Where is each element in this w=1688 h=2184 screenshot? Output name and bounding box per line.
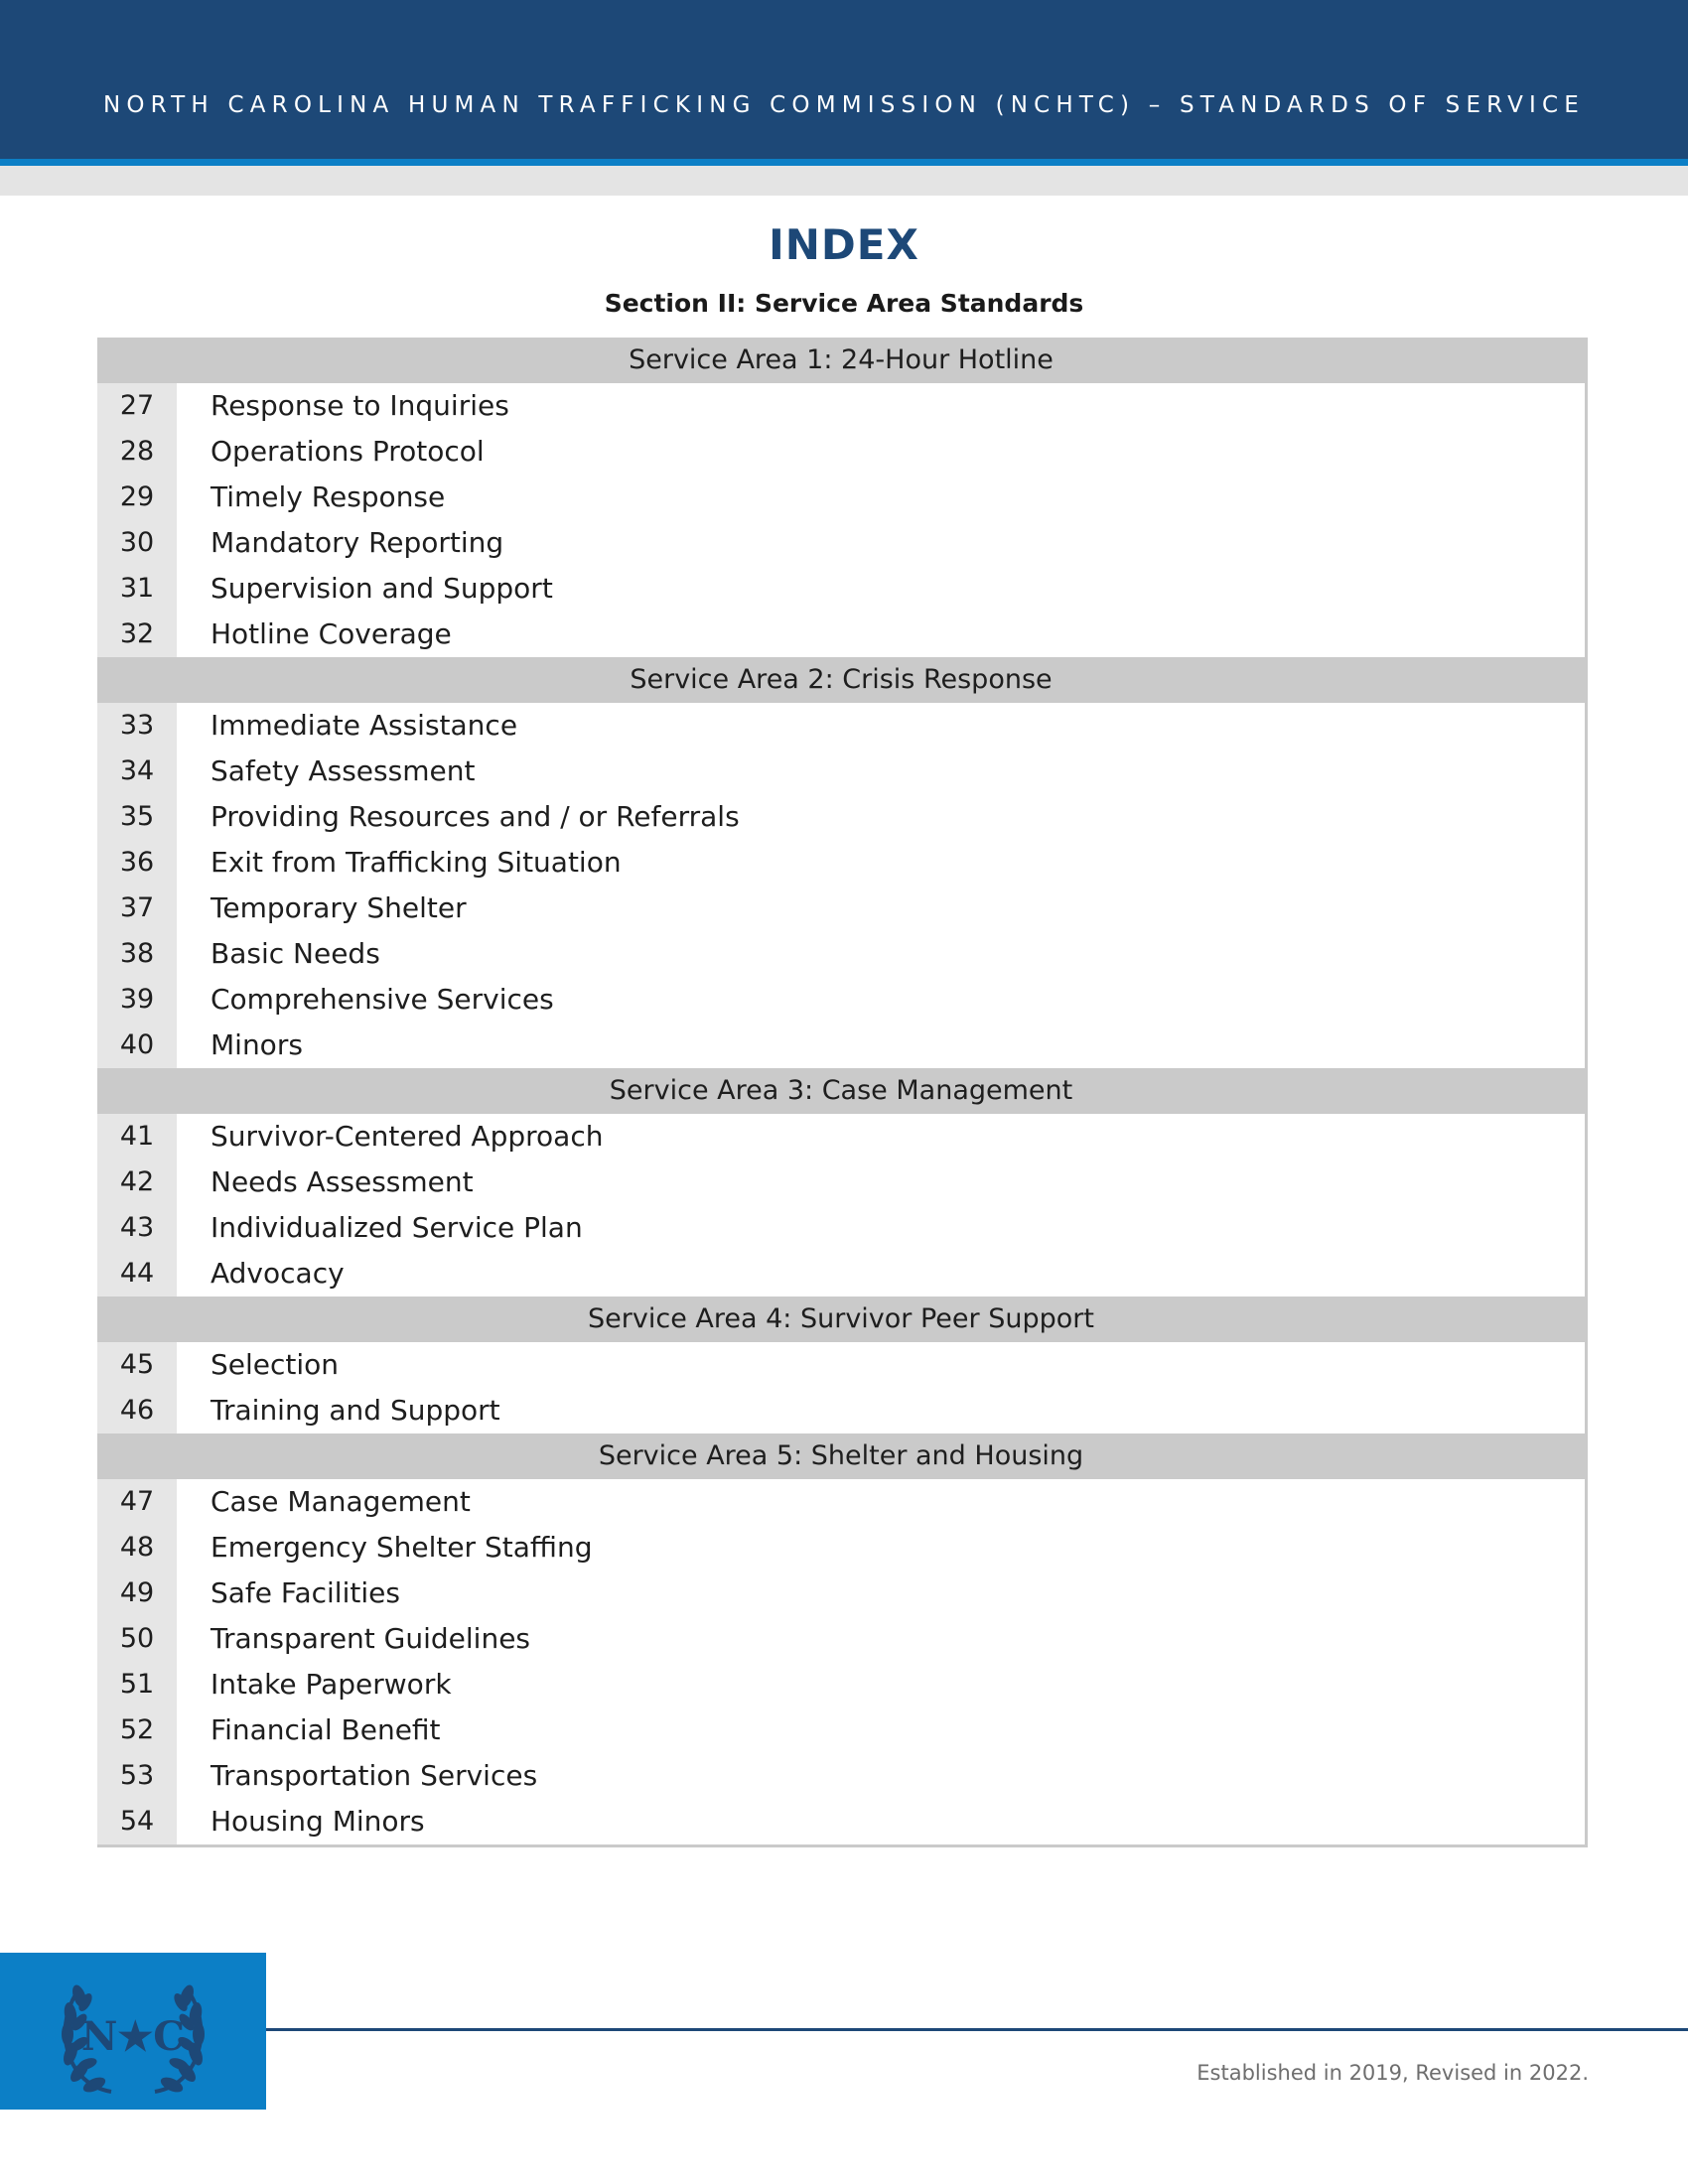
standard-title: Timely Response	[211, 480, 446, 513]
page-number: 50	[97, 1616, 177, 1662]
standard-title: Supervision and Support	[211, 572, 553, 605]
standard-title: Hotline Coverage	[211, 617, 452, 650]
page-number: 54	[97, 1799, 177, 1844]
page-number: 27	[97, 383, 177, 429]
standard-title: Survivor-Centered Approach	[211, 1120, 604, 1153]
page-number: 53	[97, 1753, 177, 1799]
page-number: 30	[97, 520, 177, 566]
page-number: 32	[97, 612, 177, 657]
standard-title: Transparent Guidelines	[211, 1622, 531, 1655]
index-row	[97, 383, 1585, 429]
standard-title: Transportation Services	[211, 1759, 538, 1792]
logo-lettering: N★C	[80, 2013, 186, 2060]
header-title: NORTH CAROLINA HUMAN TRAFFICKING COMMISSION (NCHTC) – STANDARDS OF SERVICE	[102, 92, 1586, 118]
index-row	[97, 1570, 1585, 1616]
page-number: 37	[97, 886, 177, 931]
index-row	[97, 1205, 1585, 1251]
index-row	[97, 749, 1585, 794]
index-row	[97, 1799, 1585, 1844]
index-row	[97, 612, 1585, 657]
index-row	[97, 1662, 1585, 1707]
page-number: 41	[97, 1114, 177, 1160]
page-number: 33	[97, 703, 177, 749]
page-number: 34	[97, 749, 177, 794]
page-number: 46	[97, 1388, 177, 1433]
index-row	[97, 703, 1585, 749]
index-row	[97, 520, 1585, 566]
standard-title: Temporary Shelter	[211, 891, 467, 924]
standard-title: Advocacy	[211, 1257, 345, 1290]
page-number: 44	[97, 1251, 177, 1297]
page-number: 49	[97, 1570, 177, 1616]
service-area-header: Service Area 2: Crisis Response	[97, 657, 1585, 703]
page-number: 43	[97, 1205, 177, 1251]
index-row	[97, 931, 1585, 977]
service-area-header: Service Area 4: Survivor Peer Support	[97, 1297, 1585, 1342]
standard-title: Needs Assessment	[211, 1165, 474, 1198]
index-row	[97, 1342, 1585, 1388]
page-number: 52	[97, 1707, 177, 1753]
standard-title: Immediate Assistance	[211, 709, 518, 742]
standard-title: Housing Minors	[211, 1805, 425, 1838]
standard-title: Individualized Service Plan	[211, 1211, 583, 1244]
index-title: INDEX	[769, 220, 919, 269]
standard-title: Basic Needs	[211, 937, 380, 970]
standard-title: Case Management	[211, 1485, 471, 1518]
index-row	[97, 566, 1585, 612]
index-row	[97, 1160, 1585, 1205]
service-area-header: Service Area 3: Case Management	[97, 1068, 1585, 1114]
standard-title: Selection	[211, 1348, 340, 1381]
index-row	[97, 1707, 1585, 1753]
service-area-header: Service Area 5: Shelter and Housing	[97, 1433, 1585, 1479]
standard-title: Exit from Trafficking Situation	[211, 846, 622, 879]
section-title: Section II: Service Area Standards	[604, 289, 1084, 318]
index-row	[97, 1251, 1585, 1297]
page-number: 29	[97, 475, 177, 520]
page-header	[0, 0, 1688, 159]
index-row	[97, 1114, 1585, 1160]
standard-title: Financial Benefit	[211, 1713, 441, 1746]
page-number: 28	[97, 429, 177, 475]
page-number: 36	[97, 840, 177, 886]
page-number: 51	[97, 1662, 177, 1707]
page-number: 39	[97, 977, 177, 1023]
index-row	[97, 429, 1585, 475]
header-gray-band	[0, 166, 1688, 196]
standard-title: Providing Resources and / or Referrals	[211, 800, 740, 833]
index-row	[97, 1479, 1585, 1525]
index-row	[97, 977, 1585, 1023]
index-row	[97, 1616, 1585, 1662]
standard-title: Safety Assessment	[211, 754, 476, 787]
page-number: 48	[97, 1525, 177, 1570]
page-number: 31	[97, 566, 177, 612]
page-number: 47	[97, 1479, 177, 1525]
standard-title: Minors	[211, 1028, 303, 1061]
standard-title: Operations Protocol	[211, 435, 485, 468]
standard-title: Intake Paperwork	[211, 1668, 452, 1701]
page-number: 38	[97, 931, 177, 977]
footer-established-note: Established in 2019, Revised in 2022.	[1196, 2061, 1589, 2085]
index-row	[97, 794, 1585, 840]
footer-rule	[266, 2028, 1688, 2031]
standard-title: Safe Facilities	[211, 1576, 400, 1609]
index-row	[97, 1525, 1585, 1570]
index-row	[97, 886, 1585, 931]
page-number: 42	[97, 1160, 177, 1205]
page-number: 40	[97, 1023, 177, 1068]
index-row	[97, 1023, 1585, 1068]
standard-title: Response to Inquiries	[211, 389, 509, 422]
service-area-header: Service Area 1: 24-Hour Hotline	[97, 338, 1585, 383]
page-number: 45	[97, 1342, 177, 1388]
header-accent-stripe	[0, 159, 1688, 166]
standard-title: Training and Support	[211, 1394, 500, 1427]
index-row	[97, 1388, 1585, 1433]
index-row	[97, 475, 1585, 520]
standard-title: Comprehensive Services	[211, 983, 554, 1016]
standard-title: Mandatory Reporting	[211, 526, 504, 559]
nc-laurel-seal-icon	[0, 1953, 266, 2110]
footer-logo-box	[0, 1953, 266, 2110]
standard-title: Emergency Shelter Staffing	[211, 1531, 593, 1564]
index-row	[97, 1753, 1585, 1799]
page-number: 35	[97, 794, 177, 840]
index-row	[97, 840, 1585, 886]
index-table	[97, 338, 1588, 1847]
